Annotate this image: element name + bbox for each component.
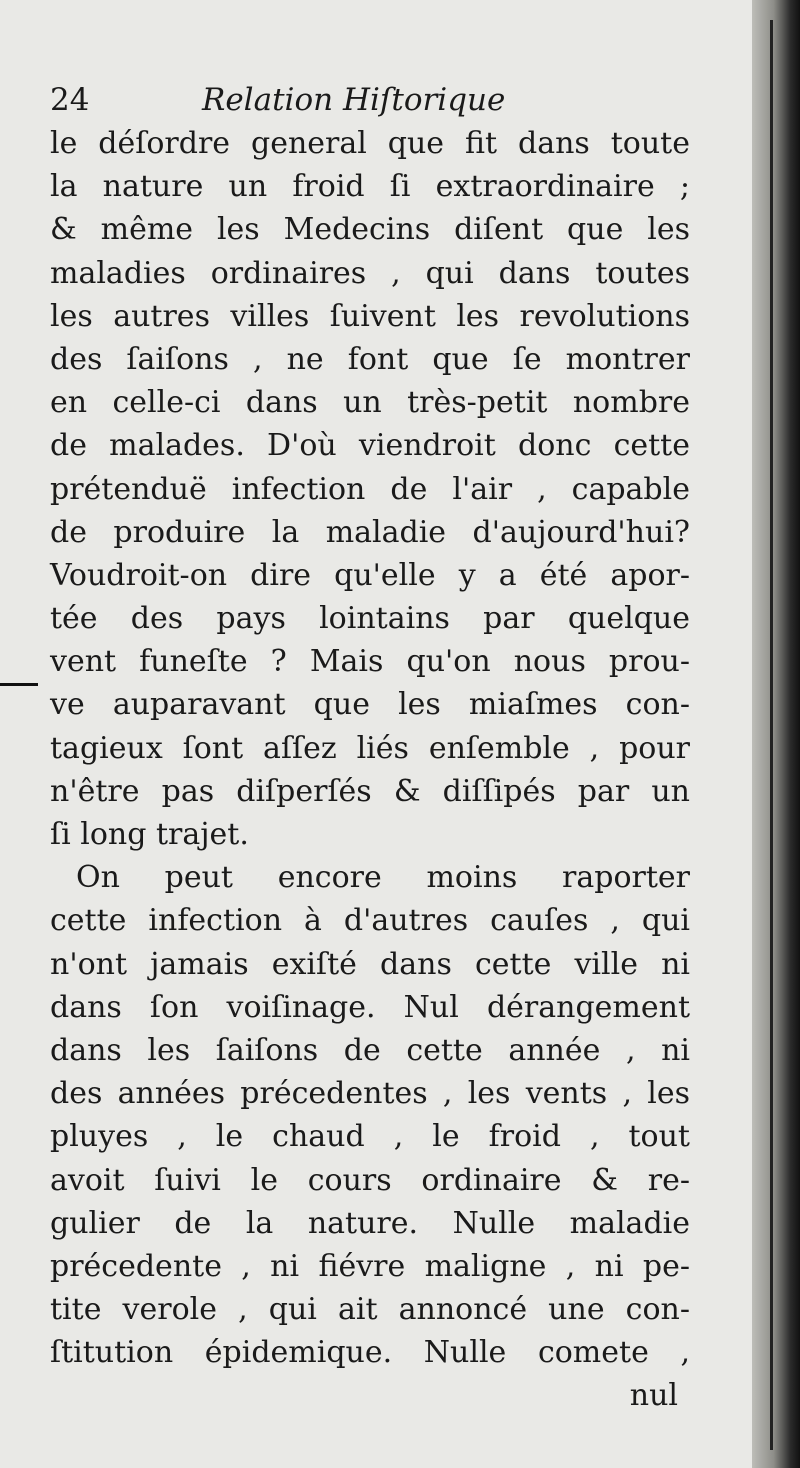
text-line: tée des pays lointains par quelque: [50, 601, 690, 637]
text-line: ve auparavant que les miaſmes con-: [50, 687, 690, 723]
text-line: cette infection à d'autres cauſes , qui: [50, 903, 690, 939]
text-line: des ſaiſons , ne font que ſe montrer: [50, 341, 690, 377]
page-header: [50, 78, 690, 122]
text-line: les autres villes ſuivent les revolutions: [50, 298, 690, 334]
text-line: de produire la maladie d'aujourd'hui?: [50, 514, 690, 550]
text-line: On peut encore moins raporter: [76, 860, 690, 896]
gutter-edge-line: [770, 20, 773, 1450]
paragraph-1: [50, 122, 690, 856]
text-line: des années précedentes , les vents , les: [50, 1076, 690, 1112]
text-block: [50, 78, 690, 1418]
text-line: le déſordre general que fit dans toute: [50, 126, 690, 161]
text-line: & même les Medecins diſent que les: [50, 212, 690, 248]
page-number: 24: [50, 82, 90, 118]
running-title: Relation Hiſtorique: [202, 82, 506, 118]
text-line: Voudroit-on dire qu'elle y a été apor-: [50, 557, 690, 593]
text-line: ſi long trajet.: [50, 817, 249, 852]
text-line: maladies ordinaires , qui dans toutes: [50, 255, 690, 291]
text-line: dans les ſaiſons de cette année , ni: [50, 1032, 690, 1068]
paragraph-2: [50, 856, 690, 1374]
text-line: pluyes , le chaud , le froid , tout: [50, 1119, 690, 1155]
text-line: tite verole , qui ait annoncé une con-: [50, 1292, 690, 1328]
page-gutter-shadow: [752, 0, 800, 1468]
text-line: en celle-ci dans un très-petit nombre: [50, 385, 690, 421]
catchword: nul: [629, 1378, 678, 1414]
text-line: de malades. D'où viendroit donc cette: [50, 428, 690, 464]
text-line: ſtitution épidemique. Nulle comete ,: [50, 1335, 690, 1371]
text-line: n'être pas diſperſés & diſſipés par un: [50, 773, 690, 809]
text-line: avoit ſuivi le cours ordinaire & re-: [50, 1162, 690, 1198]
margin-mark: [0, 683, 38, 686]
text-line: gulier de la nature. Nulle maladie: [50, 1205, 690, 1241]
text-line: la nature un froid ſi extraordinaire ;: [50, 169, 690, 205]
text-line: précedente , ni fiévre maligne , ni pe-: [50, 1248, 690, 1284]
text-line: tagieux ſont aſſez liés enſemble , pour: [50, 730, 690, 766]
text-line: n'ont jamais exiſté dans cette ville ni: [50, 946, 690, 982]
text-line: prétenduë infection de l'air , capable: [50, 471, 690, 507]
text-line: dans ſon voiſinage. Nul dérangement: [50, 989, 690, 1025]
text-line: vent funeſte ? Mais qu'on nous prou-: [50, 644, 690, 680]
